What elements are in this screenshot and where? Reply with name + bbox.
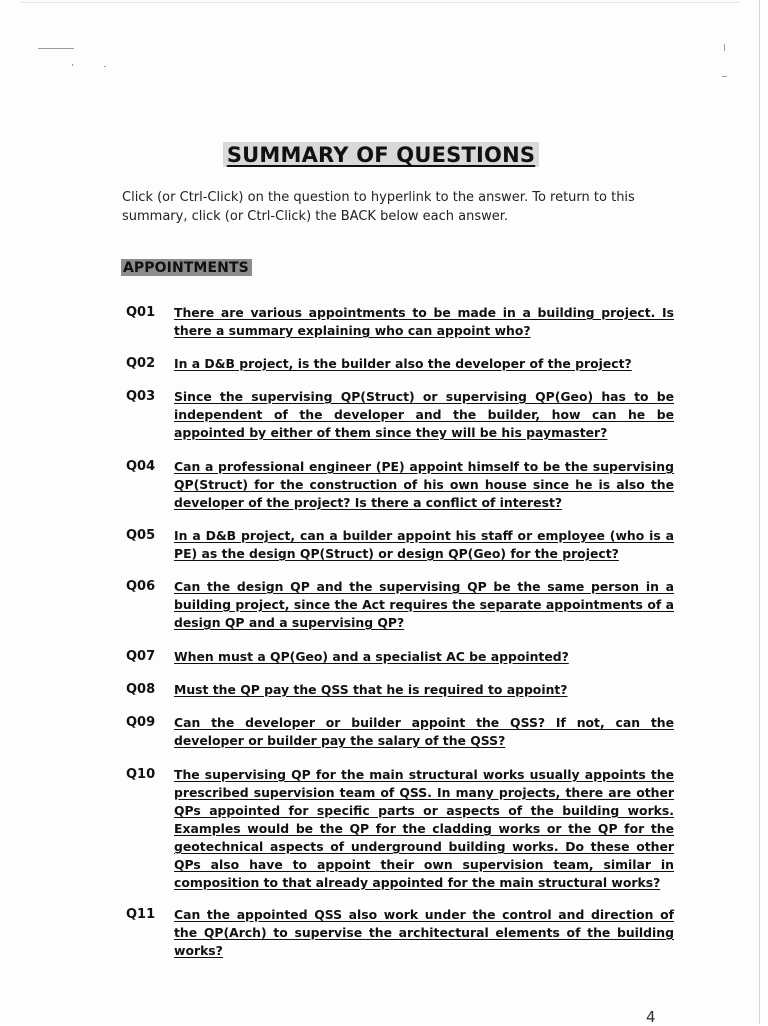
question-number: Q10 [126, 767, 156, 782]
page-title: SUMMARY OF QUESTIONS [223, 142, 539, 167]
question-link-q01[interactable]: There are various appointments to be made in a building project. Is there a summary explaining who can appoint who? [174, 305, 674, 338]
question-link-q08[interactable]: Must the QP pay the QSS that he is required to appoint? [174, 682, 568, 697]
question-link-q05[interactable]: In a D&B project, can a builder appoint his staff or employee (who is a PE) as the design QP(Struct) or design QP(Geo) for the project? [174, 528, 674, 561]
question-link-q04[interactable]: Can a professional engineer (PE) appoint himself to be the supervising QP(Struct) for the construction of his own house since he is also the developer of the project? Is there a conflict of interest? [174, 459, 674, 510]
question-link-q09[interactable]: Can the developer or builder appoint the QSS? If not, can the developer or builder pay the salary of the QSS? [174, 715, 674, 748]
scan-speck [724, 44, 725, 51]
scan-speck [72, 64, 73, 66]
section-heading-appointments: APPOINTMENTS [121, 259, 252, 276]
page-number: 4 [646, 1008, 656, 1026]
question-number: Q03 [126, 389, 156, 404]
question-number: Q04 [126, 459, 156, 474]
question-number: Q08 [126, 682, 156, 697]
question-number: Q11 [126, 907, 156, 922]
scan-speck [38, 48, 74, 49]
question-number: Q06 [126, 579, 156, 594]
question-link-q11[interactable]: Can the appointed QSS also work under the control and direction of the QP(Arch) to supervise the architectural elements of the building works? [174, 907, 674, 958]
question-link-q10[interactable]: The supervising QP for the main structural works usually appoints the prescribed supervision team of QSS. In many projects, there are other QPs appointed for specific parts or aspects of the building works. Examples would be the QP for the cladding works or the QP for the geotechnical aspects of underground building works. Do these other QPs also have to appoint their own supervision team, similar in composition to that already appointed for the main structural works? [174, 767, 674, 890]
scan-speck [722, 76, 727, 77]
question-link-q02[interactable]: In a D&B project, is the builder also the developer of the project? [174, 356, 632, 371]
question-number: Q05 [126, 528, 156, 543]
question-number: Q07 [126, 649, 156, 664]
scan-speck [104, 66, 106, 67]
question-number: Q09 [126, 715, 156, 730]
intro-paragraph: Click (or Ctrl-Click) on the question to hyperlink to the answer. To return to this summary, click (or Ctrl-Click) the BACK below each answer. [122, 190, 635, 224]
question-number: Q02 [126, 356, 156, 371]
question-link-q06[interactable]: Can the design QP and the supervising QP be the same person in a building project, since the Act requires the separate appointments of a design QP and a supervising QP? [174, 579, 674, 630]
question-number: Q01 [126, 305, 156, 320]
title-wrap [0, 142, 768, 167]
scan-edge-top [20, 2, 740, 3]
question-link-q07[interactable]: When must a QP(Geo) and a specialist AC be appointed? [174, 649, 569, 664]
question-link-q03[interactable]: Since the supervising QP(Struct) or supervising QP(Geo) has to be independent of the developer and the builder, how can he be appointed by either of them since they will be his paymaster? [174, 389, 674, 440]
